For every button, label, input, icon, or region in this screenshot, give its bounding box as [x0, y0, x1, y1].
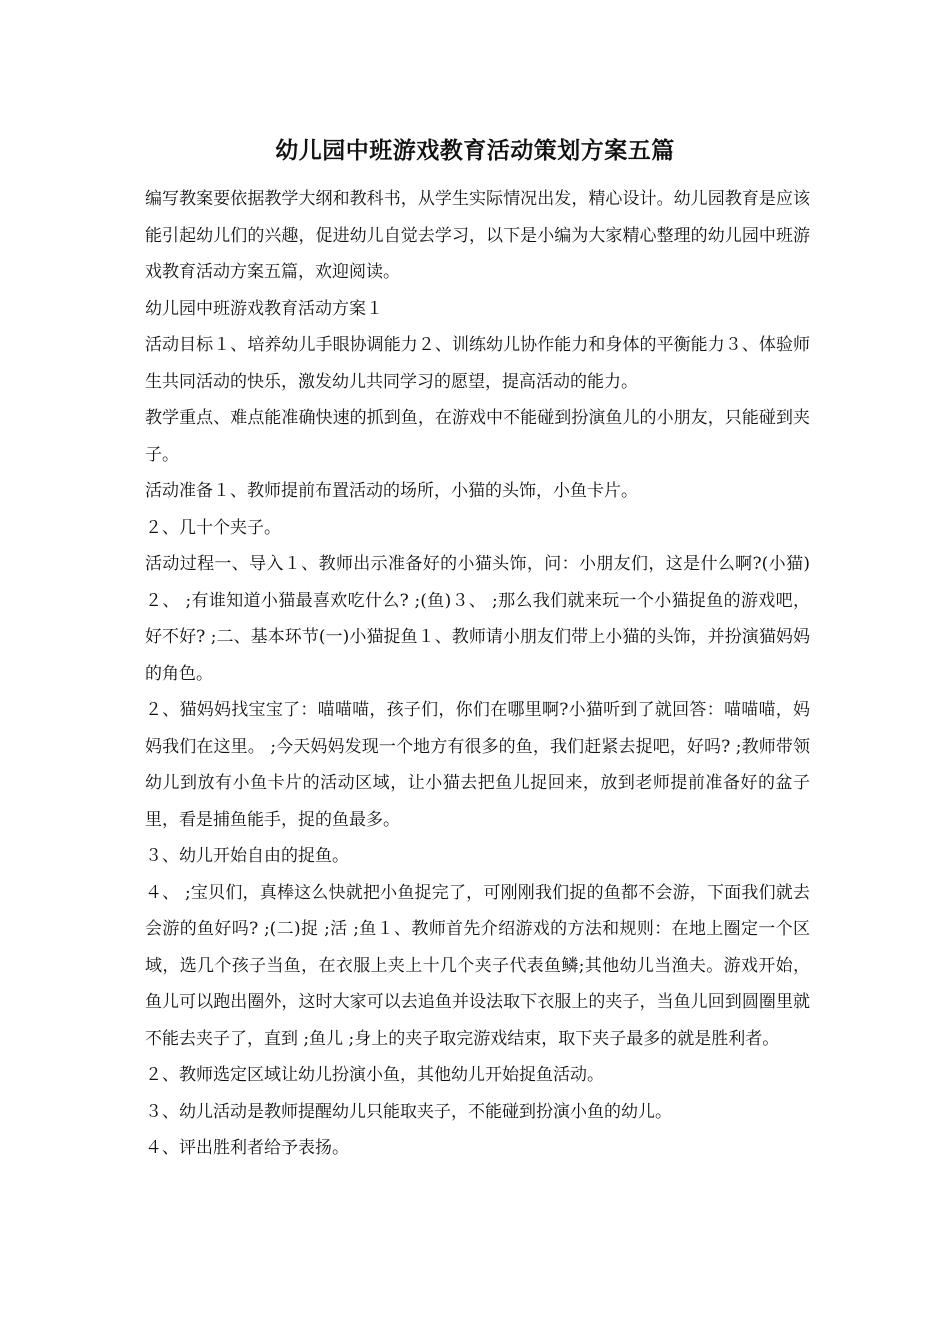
paragraph-key-points: 教学重点、难点能准确快速的抓到鱼，在游戏中不能碰到扮演鱼儿的小朋友，只能碰到夹子。: [145, 408, 810, 465]
paragraph-process-step-3: ３、幼儿开始自由的捉鱼。: [145, 846, 349, 866]
paragraph-preparation-2: ２、几十个夹子。: [145, 517, 281, 538]
paragraph-intro: 编写教案要依据教学大纲和教科书，从学生实际情况出发，精心设计。幼儿园教育是应该能引起幼儿们的兴趣，促进幼儿自觉去学习，以下是小编为大家精心整理的幼儿园中班游戏教育活动方案五篇，欢迎阅读。: [145, 189, 810, 282]
paragraph-section-heading: 幼儿园中班游戏教育活动方案１: [145, 298, 383, 319]
document-body: [145, 181, 810, 1167]
paragraph-game-step-3: ３、幼儿活动是教师提醒幼儿只能取夹子，不能碰到扮演小鱼的幼儿。: [145, 1101, 672, 1122]
paragraph-activity-goals: 活动目标１、培养幼儿手眼协调能力２、训练幼儿协作能力和身体的平衡能力３、体验师生共同活动的快乐，激发幼儿共同学习的愿望，提高活动的能力。: [145, 335, 810, 392]
paragraph-process-step-2: ２、猫妈妈找宝宝了：喵喵喵，孩子们，你们在哪里啊?小猫听到了就回答：喵喵喵，妈妈我们在这里。 ;今天妈妈发现一个地方有很多的鱼，我们赶紧去捉吧，好吗? ;教师带领幼儿到放有小鱼卡片的活动区域，让小猫去把鱼儿捉回来，放到老师提前准备好的盆子里，看是捕鱼能手，捉的鱼最多。: [145, 700, 810, 830]
document-title: 幼儿园中班游戏教育活动策划方案五篇: [275, 137, 675, 164]
paragraph-process-intro: 活动过程一、导入１、教师出示准备好的小猫头饰，问：小朋友们，这是什么啊?(小猫)２、 ;有谁知道小猫最喜欢吃什么? ;(鱼)３、 ;那么我们就来玩一个小猫捉鱼的游戏吧，好不好? ;二、基本环节(一)小猫捉鱼１、教师请小朋友们带上小猫的头饰，并扮演猫妈妈的角色。: [145, 554, 810, 684]
paragraph-game-step-2: ２、教师选定区域让幼儿扮演小鱼，其他幼儿开始捉鱼活动。: [145, 1065, 604, 1085]
paragraph-process-step-4: ４、 ;宝贝们，真棒这么快就把小鱼捉完了，可刚刚我们捉的鱼都不会游，下面我们就去会游的鱼好吗? ;(二)捉 ;活 ;鱼１、教师首先介绍游戏的方法和规则：在地上圈定一个区域，选几个孩子当鱼，在衣服上夹上十几个夹子代表鱼鳞;其他幼儿当渔夫。游戏开始，鱼儿可以跑出圈外，这时大家可以去追鱼并设法取下衣服上的夹子，当鱼儿回到圆圈里就不能去夹子了，直到 ;鱼儿 ;身上的夹子取完游戏结束，取下夹子最多的就是胜利者。: [145, 882, 810, 1049]
paragraph-preparation: 活动准备１、教师提前布置活动的场所，小猫的头饰，小鱼卡片。: [145, 481, 638, 501]
paragraph-game-step-4: ４、评出胜利者给予表扬。: [145, 1138, 349, 1158]
